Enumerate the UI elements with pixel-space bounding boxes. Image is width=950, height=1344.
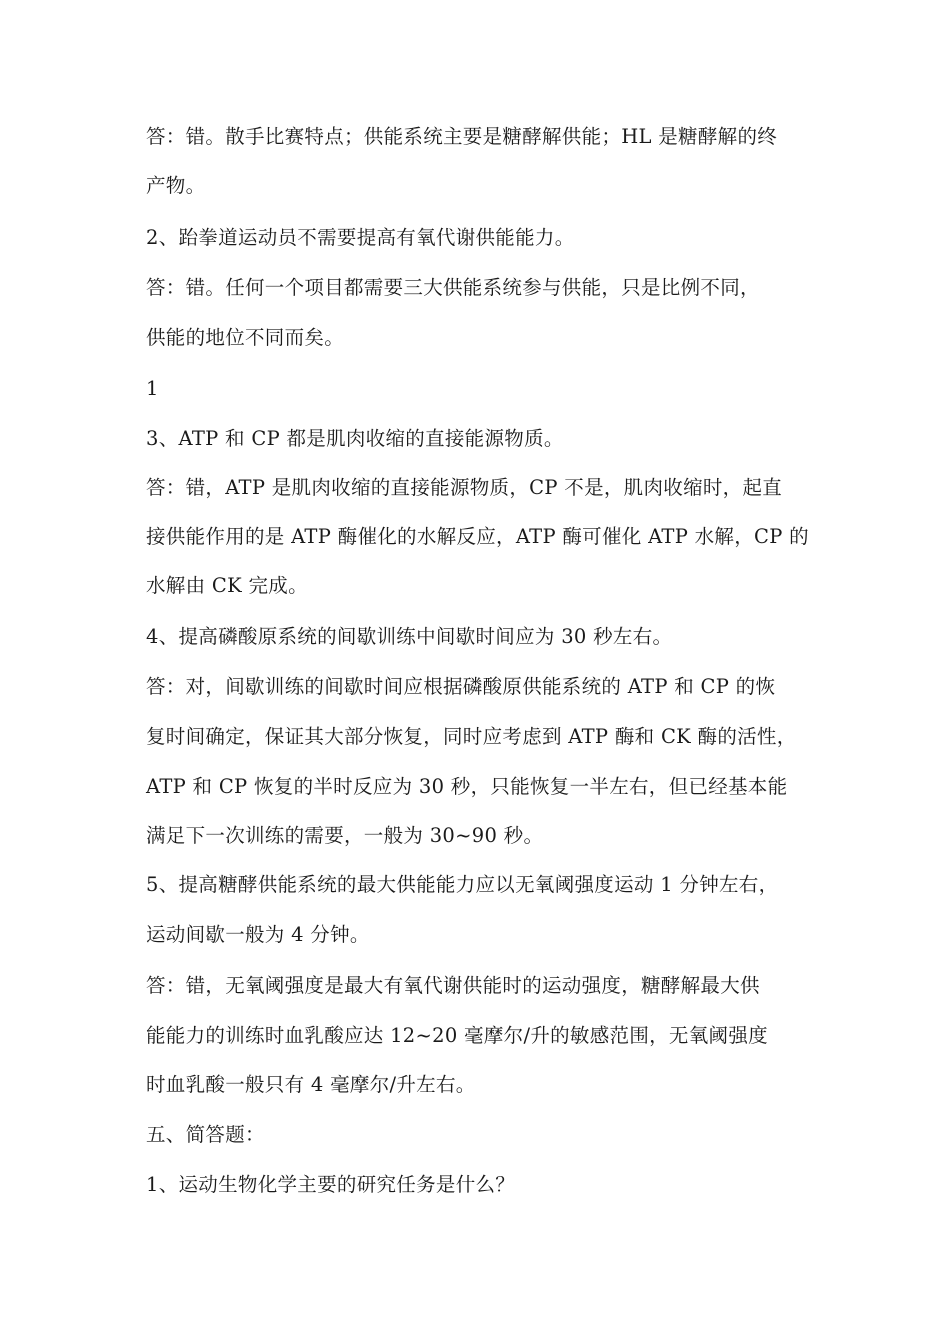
answer-3-line-2: 接供能作用的是 ATP 酶催化的水解反应，ATP 酶可催化 ATP 水解，CP 的 xyxy=(146,525,809,548)
answer-1-line-2: 产物。 xyxy=(146,174,206,197)
question-5-line-1: 5、提高糖酵供能系统的最大供能能力应以无氧阈强度运动 1 分钟左右， xyxy=(146,873,779,896)
question-5-line-2: 运动间歇一般为 4 分钟。 xyxy=(146,923,370,946)
answer-3-line-3: 水解由 CK 完成。 xyxy=(146,574,308,597)
question-4: 4、提高磷酸原系统的间歇训练中间歇时间应为 30 秒左右。 xyxy=(146,625,673,648)
question-3: 3、ATP 和 CP 都是肌肉收缩的直接能源物质。 xyxy=(146,427,564,450)
answer-4-line-4: 满足下一次训练的需要，一般为 30~90 秒。 xyxy=(146,824,544,847)
short-question-1: 1、运动生物化学主要的研究任务是什么？ xyxy=(146,1173,516,1196)
answer-4-line-2: 复时间确定，保证其大部分恢复，同时应考虑到 ATP 酶和 CK 酶的活性， xyxy=(146,725,797,748)
answer-1-line-1: 答：错。散手比赛特点；供能系统主要是糖酵解供能；HL 是糖酵解的终 xyxy=(146,125,778,148)
answer-5-line-3: 时血乳酸一般只有 4 毫摩尔/升左右。 xyxy=(146,1073,476,1096)
answer-5-line-1: 答：错，无氧阈强度是最大有氧代谢供能时的运动强度，糖酵解最大供 xyxy=(146,974,760,997)
answer-2-line-1: 答：错。任何一个项目都需要三大供能系统参与供能，只是比例不同， xyxy=(146,276,760,299)
answer-2-line-2: 供能的地位不同而矣。 xyxy=(146,326,345,349)
answer-4-line-3: ATP 和 CP 恢复的半时反应为 30 秒，只能恢复一半左右，但已经基本能 xyxy=(146,775,788,798)
question-2: 2、跆拳道运动员不需要提高有氧代谢供能能力。 xyxy=(146,226,575,249)
answer-4-line-1: 答：对，间歇训练的间歇时间应根据磷酸原供能系统的 ATP 和 CP 的恢 xyxy=(146,675,776,698)
answer-3-line-1: 答：错，ATP 是肌肉收缩的直接能源物质，CP 不是，肌肉收缩时，起直 xyxy=(146,476,783,499)
answer-5-line-2: 能能力的训练时血乳酸应达 12~20 毫摩尔/升的敏感范围，无氧阈强度 xyxy=(146,1024,768,1047)
page-number: 1 xyxy=(146,377,159,400)
section-heading: 五、简答题： xyxy=(146,1123,265,1146)
